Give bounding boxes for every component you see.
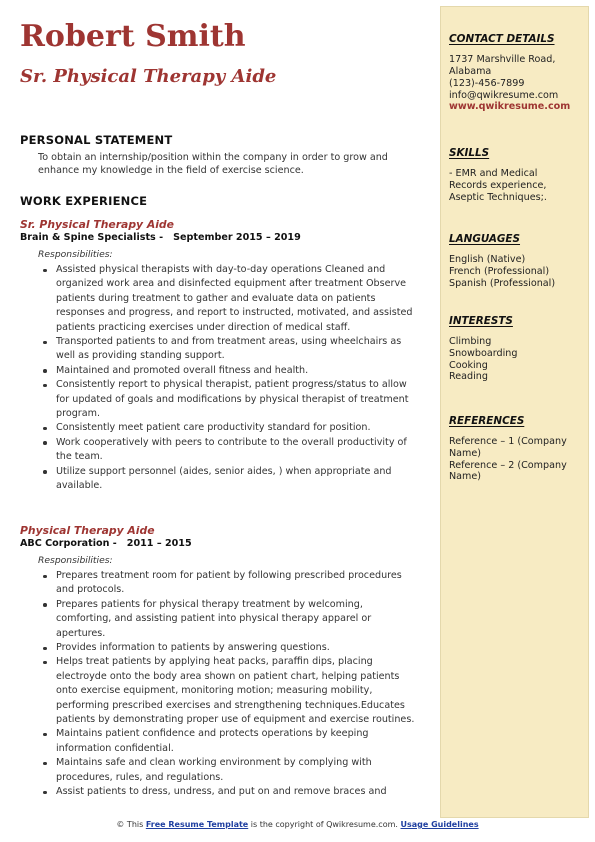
list-item: Maintains safe and clean working environment by complying with procedures, rules, and regulations.: [38, 756, 420, 785]
languages-list: [449, 254, 585, 289]
contact-phone: (123)-456-7899: [449, 78, 525, 89]
list-item: Provides information to patients by answering questions.: [38, 641, 420, 655]
footer-middle: is the copyright of Qwikresume.com.: [248, 820, 401, 829]
personal-statement-text: To obtain an internship/position within the company in order to grow and enhance my knowledge in the field of exercise science.: [38, 152, 388, 176]
list-item: Climbing: [449, 336, 492, 347]
skills-text: - EMR and Medical Records experience, Aseptic Techniques;.: [449, 168, 547, 203]
list-item: Spanish (Professional): [449, 277, 556, 289]
interests-heading: INTERESTS: [449, 315, 513, 327]
list-item: Consistently report to physical therapist, patient progress/status to allow for updated of goals and modifications by physical therapist of treatment program.: [38, 378, 420, 421]
list-item: Reference – 1 (Company Name): [449, 436, 567, 459]
languages-heading: LANGUAGES: [449, 233, 521, 245]
job-title: Sr. Physical Therapy Aide: [20, 218, 174, 231]
references-heading: REFERENCES: [449, 415, 525, 427]
personal-statement-heading: PERSONAL STATEMENT: [20, 133, 173, 147]
contact-email[interactable]: info@qwikresume.com: [449, 90, 559, 101]
list-item: Transported patients to and from treatment areas, using wheelchairs as well as providing standing support.: [38, 335, 420, 364]
responsibilities-list: [38, 263, 420, 494]
list-item: Utilize support personnel (aides, senior aides, ) when appropriate and available.: [38, 465, 420, 494]
list-item: Assist patients to dress, undress, and put on and remove braces and: [38, 785, 420, 799]
list-item: Cooking: [449, 359, 488, 371]
list-item: Prepares patients for physical therapy treatment by welcoming, comforting, and assisting patient into physical therapy apparel or apertures.: [38, 598, 420, 641]
sidebar-panel: [440, 6, 589, 818]
job-title: Physical Therapy Aide: [20, 524, 155, 537]
list-item: Work cooperatively with peers to contribute to the overall productivity of the team.: [38, 436, 420, 465]
usage-guidelines-link[interactable]: Usage Guidelines: [400, 820, 479, 829]
contact-website-link[interactable]: www.qwikresume.com: [449, 101, 571, 112]
candidate-name: Robert Smith: [20, 19, 246, 54]
copyright-footer: [0, 820, 595, 829]
free-resume-template-link[interactable]: Free Resume Template: [145, 820, 249, 829]
list-item: Consistently meet patient care productivity standard for position.: [38, 421, 420, 435]
list-item: English (Native): [449, 254, 526, 265]
footer-prefix: © This: [116, 820, 146, 829]
list-item: Helps treat patients by applying heat packs, paraffin dips, placing electroyde onto the body area shown on patient chart, helping patients onto exercise equipment, monitoring motion; measuring mobility, performing prescribed exercises and strengthening techniques.Educates patients by demonstrating proper use of equipment and exercise routines.: [38, 655, 420, 727]
responsibilities-list: [38, 569, 420, 800]
list-item: Maintained and promoted overall fitness and health.: [38, 364, 420, 378]
references-list: [449, 436, 585, 483]
list-item: Maintains patient confidence and protects operations by keeping information confidential.: [38, 727, 420, 756]
list-item: Assisted physical therapists with day-to-day operations Cleaned and organized work area and disinfected equipment after treatment Observe patients during treatment to gather and evaluate data on patients responses and progress, and report to instructed, motivated, and assisted patients practicing exercises under direction of medical staff.: [38, 263, 420, 335]
contact-address: 1737 Marshville Road, Alabama: [449, 54, 556, 77]
job-company-dates: ABC Corporation - 2011 – 2015: [20, 538, 192, 549]
skills-heading: SKILLS: [449, 147, 490, 159]
responsibilities-label: Responsibilities:: [38, 249, 113, 260]
contact-details-heading: CONTACT DETAILS: [449, 33, 555, 45]
work-experience-heading: WORK EXPERIENCE: [20, 194, 148, 208]
list-item: Snowboarding: [449, 347, 518, 359]
candidate-title: Sr. Physical Therapy Aide: [20, 66, 277, 87]
list-item: Reading: [449, 371, 488, 383]
responsibilities-label: Responsibilities:: [38, 555, 113, 566]
list-item: Reference – 2 (Company Name): [449, 459, 567, 483]
list-item: French (Professional): [449, 265, 550, 277]
interests-list: [449, 336, 585, 383]
list-item: Prepares treatment room for patient by following prescribed procedures and protocols.: [38, 569, 420, 598]
job-company-dates: Brain & Spine Specialists - September 2015 – 2019: [20, 232, 301, 243]
